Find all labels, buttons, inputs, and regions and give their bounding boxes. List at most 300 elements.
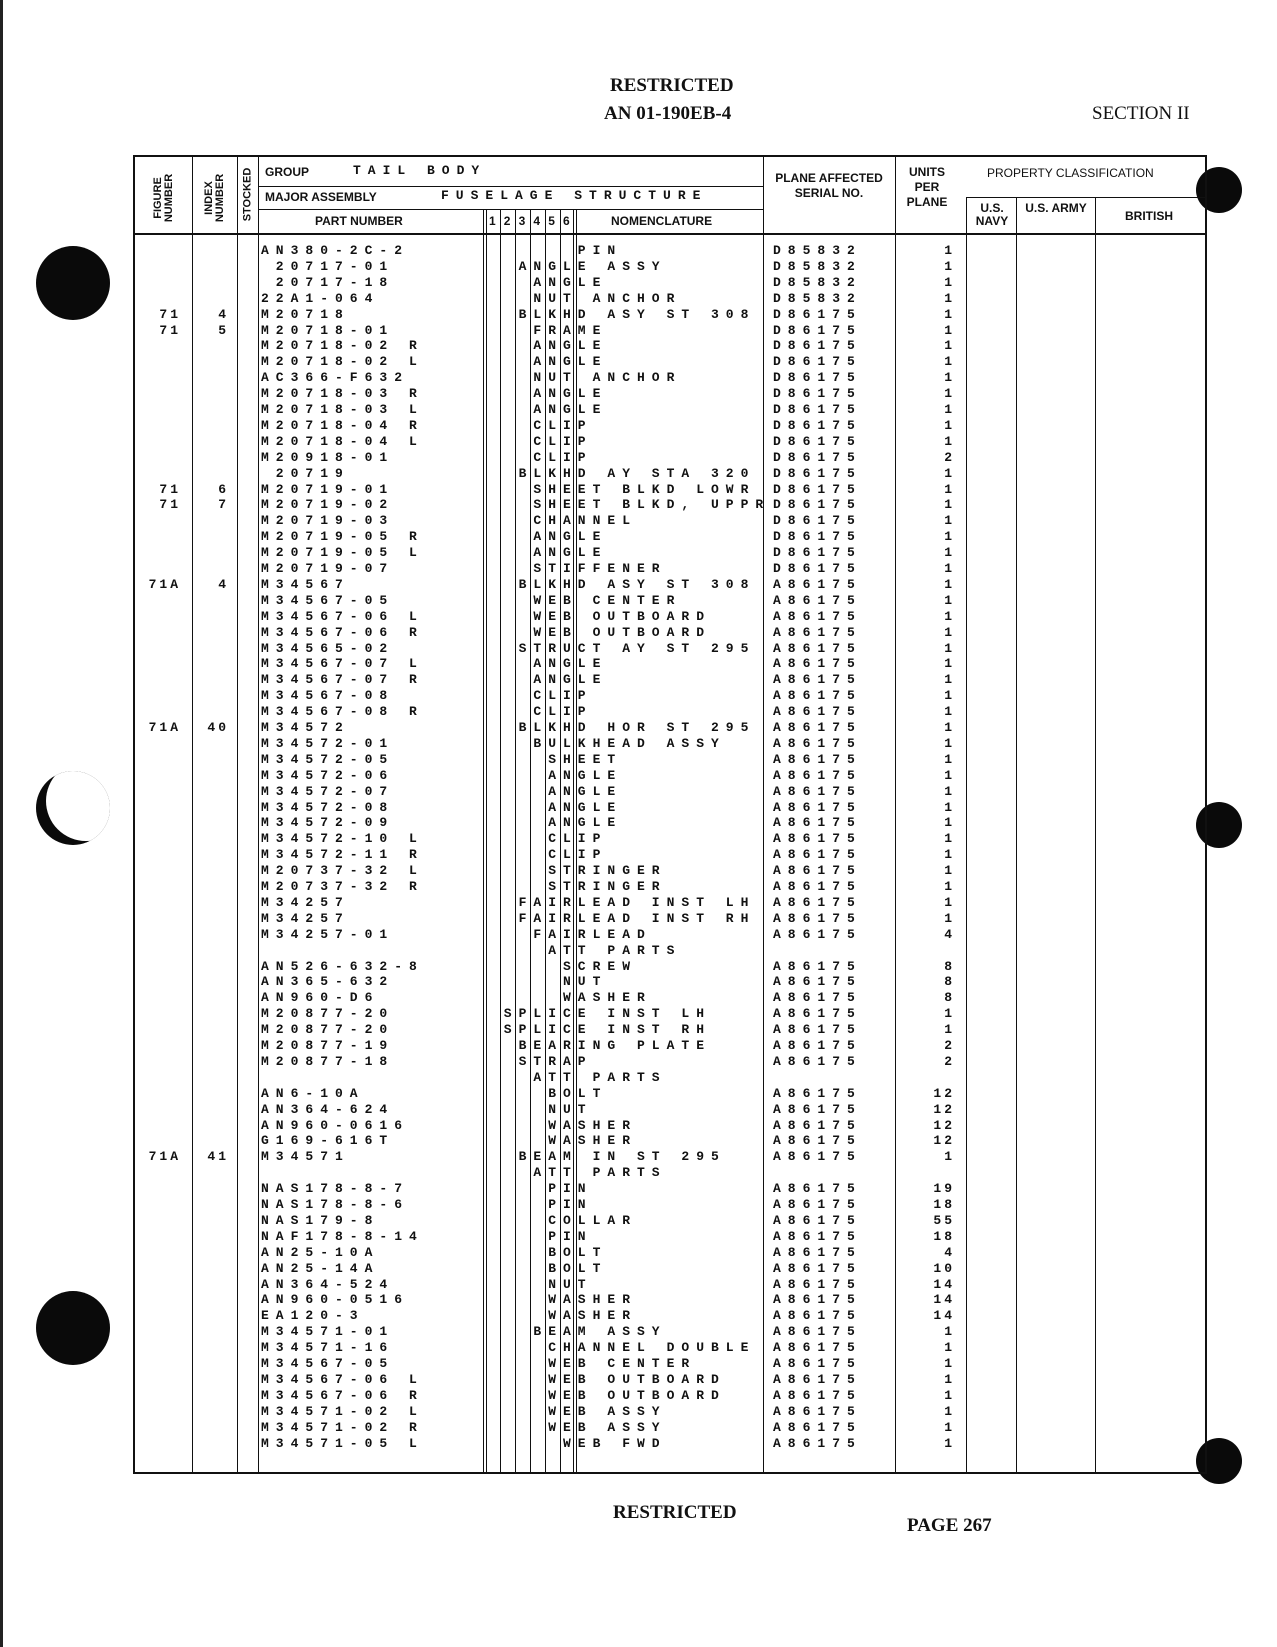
serial-number: A86175 bbox=[773, 1117, 862, 1133]
index-number: 6 bbox=[218, 481, 229, 497]
nomenclature: NUT bbox=[548, 1101, 593, 1117]
part-number: AC366-F632 bbox=[261, 370, 410, 386]
units-per-plane: 1 bbox=[944, 354, 955, 370]
part-number: M20719-05 L bbox=[261, 545, 424, 561]
serial-number: A86175 bbox=[773, 624, 862, 640]
units-per-plane: 4 bbox=[944, 1244, 955, 1260]
classification-bottom: RESTRICTED bbox=[613, 1502, 737, 1523]
part-number: M20877-20 bbox=[261, 1022, 395, 1038]
part-number: NAS178-8-7 bbox=[261, 1181, 410, 1197]
table-row bbox=[135, 688, 1209, 704]
part-number: M34571-16 bbox=[261, 1340, 395, 1356]
serial-number: A86175 bbox=[773, 815, 862, 831]
serial-number: A86175 bbox=[773, 1292, 862, 1308]
table-row bbox=[135, 736, 1209, 752]
part-number: M20718-02 R bbox=[261, 338, 424, 354]
nomenclature: SPLICE INST RH bbox=[503, 1022, 712, 1038]
table-row bbox=[135, 1038, 1209, 1054]
nomenclature: ANGLE ASSY bbox=[518, 258, 667, 274]
plane-affected-header: PLANE AFFECTED SERIAL NO. bbox=[775, 171, 883, 200]
nomenclature: ANGLE bbox=[533, 672, 608, 688]
units-per-plane: 1 bbox=[944, 1022, 955, 1038]
table-row bbox=[135, 386, 1209, 402]
figure-number: 71 bbox=[159, 306, 181, 322]
serial-number: D85832 bbox=[773, 274, 862, 290]
nomenclature: WEB OUTBOARD bbox=[548, 1371, 726, 1387]
serial-number: A86175 bbox=[773, 1371, 862, 1387]
serial-number: A86175 bbox=[773, 1181, 862, 1197]
part-number: M20719-02 bbox=[261, 497, 395, 513]
index-number: 40 bbox=[207, 720, 229, 735]
serial-number: A86175 bbox=[773, 592, 862, 608]
index-number: 4 bbox=[218, 576, 229, 592]
part-number: 20719 bbox=[261, 465, 350, 481]
section-label: SECTION II bbox=[1092, 103, 1190, 124]
table-row bbox=[135, 1436, 1209, 1452]
units-per-plane: 12 bbox=[933, 1117, 955, 1133]
units-per-plane: 14 bbox=[933, 1308, 955, 1324]
units-per-plane: 1 bbox=[944, 1387, 955, 1403]
units-per-plane: 1 bbox=[944, 258, 955, 274]
units-per-plane: 1 bbox=[944, 815, 955, 831]
part-number: M34567-05 bbox=[261, 592, 395, 608]
part-number: M34567-06 R bbox=[261, 1387, 424, 1403]
level-header-5: 5 bbox=[548, 214, 555, 228]
part-number: M34572-10 L bbox=[261, 831, 424, 847]
part-number: M20718 bbox=[261, 306, 350, 322]
serial-number: A86175 bbox=[773, 1244, 862, 1260]
nomenclature: ANGLE bbox=[548, 767, 623, 783]
table-row bbox=[135, 847, 1209, 863]
table-row bbox=[135, 641, 1209, 657]
units-per-plane: 12 bbox=[933, 1101, 955, 1117]
serial-number: D86175 bbox=[773, 529, 862, 545]
units-per-plane: 1 bbox=[944, 624, 955, 640]
part-number: M34567-08 bbox=[261, 688, 395, 704]
serial-number: A86175 bbox=[773, 1197, 862, 1212]
units-per-plane: 8 bbox=[944, 958, 955, 974]
table-row bbox=[135, 1102, 1209, 1118]
table-row bbox=[135, 1118, 1209, 1134]
units-per-plane: 1 bbox=[944, 863, 955, 879]
nomenclature: ANGLE bbox=[533, 274, 608, 290]
units-per-plane: 1 bbox=[944, 576, 955, 592]
nomenclature: WEB OUTBOARD bbox=[548, 1387, 726, 1403]
table-row bbox=[135, 609, 1209, 625]
figure-number: 71A bbox=[148, 1149, 181, 1165]
nomenclature: WEB CENTER bbox=[548, 1356, 697, 1371]
nomenclature: CHANNEL DOUBLE bbox=[548, 1340, 756, 1356]
scan-edge bbox=[0, 0, 3, 1647]
part-number: M34571 bbox=[261, 1149, 350, 1165]
part-number: 22A1-064 bbox=[261, 290, 380, 306]
serial-number: A86175 bbox=[773, 1133, 862, 1149]
serial-number: A86175 bbox=[773, 799, 862, 815]
page-number: PAGE 267 bbox=[907, 1515, 992, 1536]
part-number: AN364-624 bbox=[261, 1101, 395, 1117]
binder-hole-icon bbox=[36, 246, 110, 320]
serial-number: D86175 bbox=[773, 545, 862, 561]
serial-number: A86175 bbox=[773, 1212, 862, 1228]
table-row bbox=[135, 1340, 1209, 1356]
classification-top: RESTRICTED bbox=[610, 75, 734, 96]
serial-number: A86175 bbox=[773, 1149, 862, 1165]
units-per-plane: 1 bbox=[944, 1356, 955, 1371]
nomenclature: STRINGER bbox=[548, 863, 667, 879]
table-row bbox=[135, 1356, 1209, 1372]
units-per-plane: 8 bbox=[944, 974, 955, 990]
nomenclature: WASHER bbox=[548, 1292, 637, 1308]
serial-number: A86175 bbox=[773, 640, 862, 656]
serial-number: A86175 bbox=[773, 910, 862, 926]
nomenclature: CLIP bbox=[533, 433, 593, 449]
part-number: M20718-03 L bbox=[261, 402, 424, 417]
nomenclature: CHANNEL bbox=[533, 513, 637, 529]
nomenclature: PIN bbox=[577, 243, 623, 258]
nomenclature: FAIRLEAD INST LH bbox=[518, 894, 756, 910]
part-number: M20718-04 L bbox=[261, 433, 424, 449]
serial-number: D86175 bbox=[773, 449, 862, 465]
units-per-plane: 1 bbox=[944, 783, 955, 799]
part-number: M20719-07 bbox=[261, 561, 395, 576]
units-per-plane: 2 bbox=[944, 1038, 955, 1053]
serial-number: A86175 bbox=[773, 990, 862, 1006]
document-number: AN 01-190EB-4 bbox=[604, 103, 732, 124]
table-row bbox=[135, 418, 1209, 434]
table-row bbox=[135, 482, 1209, 498]
serial-number: A86175 bbox=[773, 1340, 862, 1356]
units-per-plane: 1 bbox=[944, 274, 955, 290]
nomenclature: WASHER bbox=[548, 1308, 637, 1324]
nomenclature: ANGLE bbox=[548, 799, 623, 815]
table-row bbox=[135, 863, 1209, 879]
part-number: 20717-18 bbox=[261, 274, 395, 290]
serial-number: A86175 bbox=[773, 735, 862, 751]
nomenclature-header: NOMENCLATURE bbox=[611, 214, 713, 228]
serial-number: A86175 bbox=[773, 1228, 862, 1244]
part-number: M34565-02 bbox=[261, 640, 395, 656]
units-per-plane: 8 bbox=[944, 990, 955, 1006]
table-row bbox=[135, 497, 1209, 513]
serial-number: A86175 bbox=[773, 831, 862, 847]
part-number: EA120-3 bbox=[261, 1308, 365, 1324]
serial-number: D86175 bbox=[773, 561, 862, 576]
table-row bbox=[135, 1086, 1209, 1102]
table-row bbox=[135, 815, 1209, 831]
serial-number: A86175 bbox=[773, 974, 862, 990]
part-number: M34567 bbox=[261, 576, 350, 592]
serial-number: D86175 bbox=[773, 338, 862, 354]
table-row bbox=[135, 1292, 1209, 1308]
table-row bbox=[135, 307, 1209, 323]
table-row bbox=[135, 959, 1209, 975]
table-row bbox=[135, 1277, 1209, 1293]
serial-number: D86175 bbox=[773, 481, 862, 497]
part-number: M34257 bbox=[261, 894, 350, 910]
units-per-plane: 1 bbox=[944, 767, 955, 783]
units-per-plane: 10 bbox=[933, 1260, 955, 1276]
serial-number: D86175 bbox=[773, 402, 862, 417]
part-number: M34567-07 R bbox=[261, 672, 424, 688]
serial-number: A86175 bbox=[773, 863, 862, 879]
nomenclature: PIN bbox=[548, 1181, 593, 1197]
parts-list-table bbox=[133, 155, 1207, 1474]
part-number: M20718-03 R bbox=[261, 386, 424, 402]
part-number: M34567-06 R bbox=[261, 624, 424, 640]
units-per-plane: 1 bbox=[944, 1371, 955, 1387]
serial-number: D86175 bbox=[773, 417, 862, 433]
us-navy-header: U.S. NAVY bbox=[975, 201, 1009, 228]
nomenclature: SHEET BLKD, UPPR bbox=[533, 497, 771, 513]
part-number: M34257-01 bbox=[261, 926, 395, 942]
part-number: NAS179-8 bbox=[261, 1212, 380, 1228]
nomenclature: STRUCT AY ST 295 bbox=[518, 640, 756, 656]
part-number: G169-616T bbox=[261, 1133, 395, 1149]
serial-number: A86175 bbox=[773, 576, 862, 592]
british-header: BRITISH bbox=[1125, 209, 1173, 223]
units-per-plane: 1 bbox=[944, 894, 955, 910]
part-number: M20719-01 bbox=[261, 481, 395, 497]
units-per-plane: 55 bbox=[933, 1212, 955, 1228]
serial-number: A86175 bbox=[773, 1324, 862, 1340]
table-row bbox=[135, 831, 1209, 847]
nomenclature: SPLICE INST LH bbox=[503, 1006, 712, 1022]
table-row bbox=[135, 1165, 1209, 1181]
table-row bbox=[135, 323, 1209, 339]
part-number: AN960-0516 bbox=[261, 1292, 410, 1308]
units-per-plane: 1 bbox=[944, 402, 955, 417]
table-row bbox=[135, 545, 1209, 561]
nomenclature: PIN bbox=[548, 1197, 593, 1212]
serial-number: A86175 bbox=[773, 1387, 862, 1403]
nomenclature: CLIP bbox=[533, 449, 593, 465]
nomenclature: BULKHEAD ASSY bbox=[533, 735, 726, 751]
table-row bbox=[135, 1006, 1209, 1022]
nomenclature: WEB ASSY bbox=[548, 1403, 667, 1419]
part-number: M34567-06 L bbox=[261, 608, 424, 624]
units-per-plane: 1 bbox=[944, 735, 955, 751]
nomenclature: WEB OUTBOARD bbox=[533, 624, 712, 640]
part-number: M34571-02 L bbox=[261, 1403, 424, 1419]
table-row bbox=[135, 434, 1209, 450]
table-row bbox=[135, 1149, 1209, 1165]
nomenclature: BOLT bbox=[548, 1244, 608, 1260]
nomenclature: BOLT bbox=[548, 1085, 608, 1101]
units-per-plane-header: UNITS PER PLANE bbox=[906, 165, 948, 209]
serial-number: D86175 bbox=[773, 370, 862, 386]
units-per-plane: 1 bbox=[944, 338, 955, 354]
nomenclature: STRINGER bbox=[548, 879, 667, 894]
part-number: M34571-02 R bbox=[261, 1419, 424, 1435]
table-row bbox=[135, 990, 1209, 1006]
serial-number: A86175 bbox=[773, 1101, 862, 1117]
part-number-header: PART NUMBER bbox=[315, 214, 403, 228]
nomenclature: BEARING PLATE bbox=[518, 1038, 712, 1053]
nomenclature: ATT PARTS bbox=[548, 942, 682, 958]
major-assembly-value: FUSELAGE STRUCTURE bbox=[441, 188, 708, 203]
nomenclature: SHEET BLKD LOWR bbox=[533, 481, 756, 497]
table-row bbox=[135, 593, 1209, 609]
table-row bbox=[135, 529, 1209, 545]
serial-number: D85832 bbox=[773, 258, 862, 274]
part-number: M34572-01 bbox=[261, 735, 395, 751]
part-number: M34257 bbox=[261, 910, 350, 926]
table-row bbox=[135, 1404, 1209, 1420]
units-per-plane: 1 bbox=[944, 1006, 955, 1022]
units-per-plane: 12 bbox=[933, 1133, 955, 1149]
nomenclature: WASHER bbox=[563, 990, 652, 1006]
table-row bbox=[135, 243, 1209, 259]
units-per-plane: 1 bbox=[944, 417, 955, 433]
table-row bbox=[135, 1229, 1209, 1245]
table-row bbox=[135, 625, 1209, 641]
nomenclature: WASHER bbox=[548, 1117, 637, 1133]
nomenclature: FAIRLEAD bbox=[533, 926, 652, 942]
serial-number: A86175 bbox=[773, 751, 862, 767]
units-per-plane: 1 bbox=[944, 306, 955, 322]
part-number: M20877-19 bbox=[261, 1038, 395, 1053]
units-per-plane: 1 bbox=[944, 751, 955, 767]
serial-number: D86175 bbox=[773, 497, 862, 513]
units-per-plane: 1 bbox=[944, 465, 955, 481]
units-per-plane: 1 bbox=[944, 1435, 955, 1451]
nomenclature: BLKHD HOR ST 295 bbox=[518, 720, 756, 735]
part-number: AN6-10A bbox=[261, 1085, 365, 1101]
nomenclature: ANGLE bbox=[533, 354, 608, 370]
part-number: M34567-07 L bbox=[261, 656, 424, 672]
part-number: AN25-14A bbox=[261, 1260, 380, 1276]
nomenclature: WEB OUTBOARD bbox=[533, 608, 712, 624]
part-number: M34572-05 bbox=[261, 751, 395, 767]
binder-hole-icon bbox=[36, 1291, 110, 1365]
table-row bbox=[135, 370, 1209, 386]
part-number: AN365-632 bbox=[261, 974, 395, 990]
units-per-plane: 1 bbox=[944, 243, 955, 258]
table-row bbox=[135, 927, 1209, 943]
nomenclature: SHEET bbox=[548, 751, 623, 767]
nomenclature: WEB CENTER bbox=[533, 592, 682, 608]
units-per-plane: 14 bbox=[933, 1292, 955, 1308]
nomenclature: ANGLE bbox=[533, 656, 608, 672]
part-number: M20877-20 bbox=[261, 1006, 395, 1022]
nomenclature: ATT PARTS bbox=[533, 1069, 667, 1085]
serial-number: A86175 bbox=[773, 1356, 862, 1371]
serial-number: A86175 bbox=[773, 1403, 862, 1419]
figure-number: 71 bbox=[159, 322, 181, 338]
units-per-plane: 1 bbox=[944, 608, 955, 624]
table-row bbox=[135, 1133, 1209, 1149]
units-per-plane: 1 bbox=[944, 640, 955, 656]
figure-number: 71 bbox=[159, 497, 181, 513]
serial-number: D86175 bbox=[773, 513, 862, 529]
nomenclature: BEAM ASSY bbox=[533, 1324, 667, 1340]
nomenclature: BLKHD ASY ST 308 bbox=[518, 306, 756, 322]
nomenclature: COLLAR bbox=[548, 1212, 637, 1228]
major-assembly-label: MAJOR ASSEMBLY bbox=[265, 190, 377, 204]
part-number: M20918-01 bbox=[261, 449, 395, 465]
table-row bbox=[135, 259, 1209, 275]
serial-number: A86175 bbox=[773, 1260, 862, 1276]
table-row bbox=[135, 1054, 1209, 1070]
part-number: M34567-06 L bbox=[261, 1371, 424, 1387]
units-per-plane: 1 bbox=[944, 290, 955, 306]
table-row bbox=[135, 895, 1209, 911]
serial-number: D86175 bbox=[773, 354, 862, 370]
units-per-plane: 18 bbox=[933, 1197, 955, 1212]
nomenclature: STRAP bbox=[518, 1053, 593, 1069]
level-header-3: 3 bbox=[518, 214, 526, 228]
nomenclature: ATT PARTS bbox=[533, 1165, 667, 1181]
nomenclature: ANGLE bbox=[533, 402, 608, 417]
part-number: M20877-18 bbox=[261, 1053, 395, 1069]
level-header-1: 1 bbox=[489, 214, 496, 228]
table-row bbox=[135, 974, 1209, 990]
units-per-plane: 1 bbox=[944, 481, 955, 497]
nomenclature: NUT bbox=[548, 1276, 593, 1292]
part-number: M34572-08 bbox=[261, 799, 395, 815]
serial-number: A86175 bbox=[773, 958, 862, 974]
table-row bbox=[135, 513, 1209, 529]
group-value: TAIL BODY bbox=[353, 163, 487, 178]
table-row bbox=[135, 338, 1209, 354]
table-row bbox=[135, 656, 1209, 672]
serial-number: A86175 bbox=[773, 926, 862, 942]
table-row bbox=[135, 1245, 1209, 1261]
table-row bbox=[135, 704, 1209, 720]
index-number: 7 bbox=[218, 497, 229, 513]
table-row bbox=[135, 354, 1209, 370]
units-per-plane: 19 bbox=[933, 1181, 955, 1197]
table-row bbox=[135, 672, 1209, 688]
part-number: M34572-09 bbox=[261, 815, 395, 831]
table-row bbox=[135, 1388, 1209, 1404]
serial-number: A86175 bbox=[773, 894, 862, 910]
part-number: M20737-32 R bbox=[261, 879, 424, 894]
table-row bbox=[135, 1213, 1209, 1229]
units-per-plane: 18 bbox=[933, 1228, 955, 1244]
units-per-plane: 2 bbox=[944, 1053, 955, 1069]
part-number: M20737-32 L bbox=[261, 863, 424, 879]
units-per-plane: 1 bbox=[944, 561, 955, 576]
table-row bbox=[135, 577, 1209, 593]
nomenclature: ANGLE bbox=[533, 529, 608, 545]
units-per-plane: 1 bbox=[944, 1149, 955, 1165]
units-per-plane: 1 bbox=[944, 513, 955, 529]
part-number: NAS178-8-6 bbox=[261, 1197, 410, 1212]
part-number: AN526-632-8 bbox=[261, 958, 424, 974]
units-per-plane: 1 bbox=[944, 879, 955, 894]
level-header-2: 2 bbox=[503, 214, 511, 228]
units-per-plane: 1 bbox=[944, 497, 955, 513]
part-number: AN25-10A bbox=[261, 1244, 380, 1260]
serial-number: A86175 bbox=[773, 767, 862, 783]
table-row bbox=[135, 1324, 1209, 1340]
property-classification-header: PROPERTY CLASSIFICATION bbox=[987, 166, 1154, 180]
table-row bbox=[135, 911, 1209, 927]
table-row bbox=[135, 561, 1209, 577]
index-number: 5 bbox=[218, 322, 229, 338]
units-per-plane: 14 bbox=[933, 1276, 955, 1292]
part-number: M20718-02 L bbox=[261, 354, 424, 370]
nomenclature: CLIP bbox=[533, 417, 593, 433]
serial-number: D86175 bbox=[773, 433, 862, 449]
table-row bbox=[135, 1420, 1209, 1436]
units-per-plane: 1 bbox=[944, 720, 955, 735]
nomenclature: CLIP bbox=[533, 704, 593, 720]
nomenclature: WEB ASSY bbox=[548, 1419, 667, 1435]
part-number: M34572 bbox=[261, 720, 350, 735]
serial-number: A86175 bbox=[773, 720, 862, 735]
